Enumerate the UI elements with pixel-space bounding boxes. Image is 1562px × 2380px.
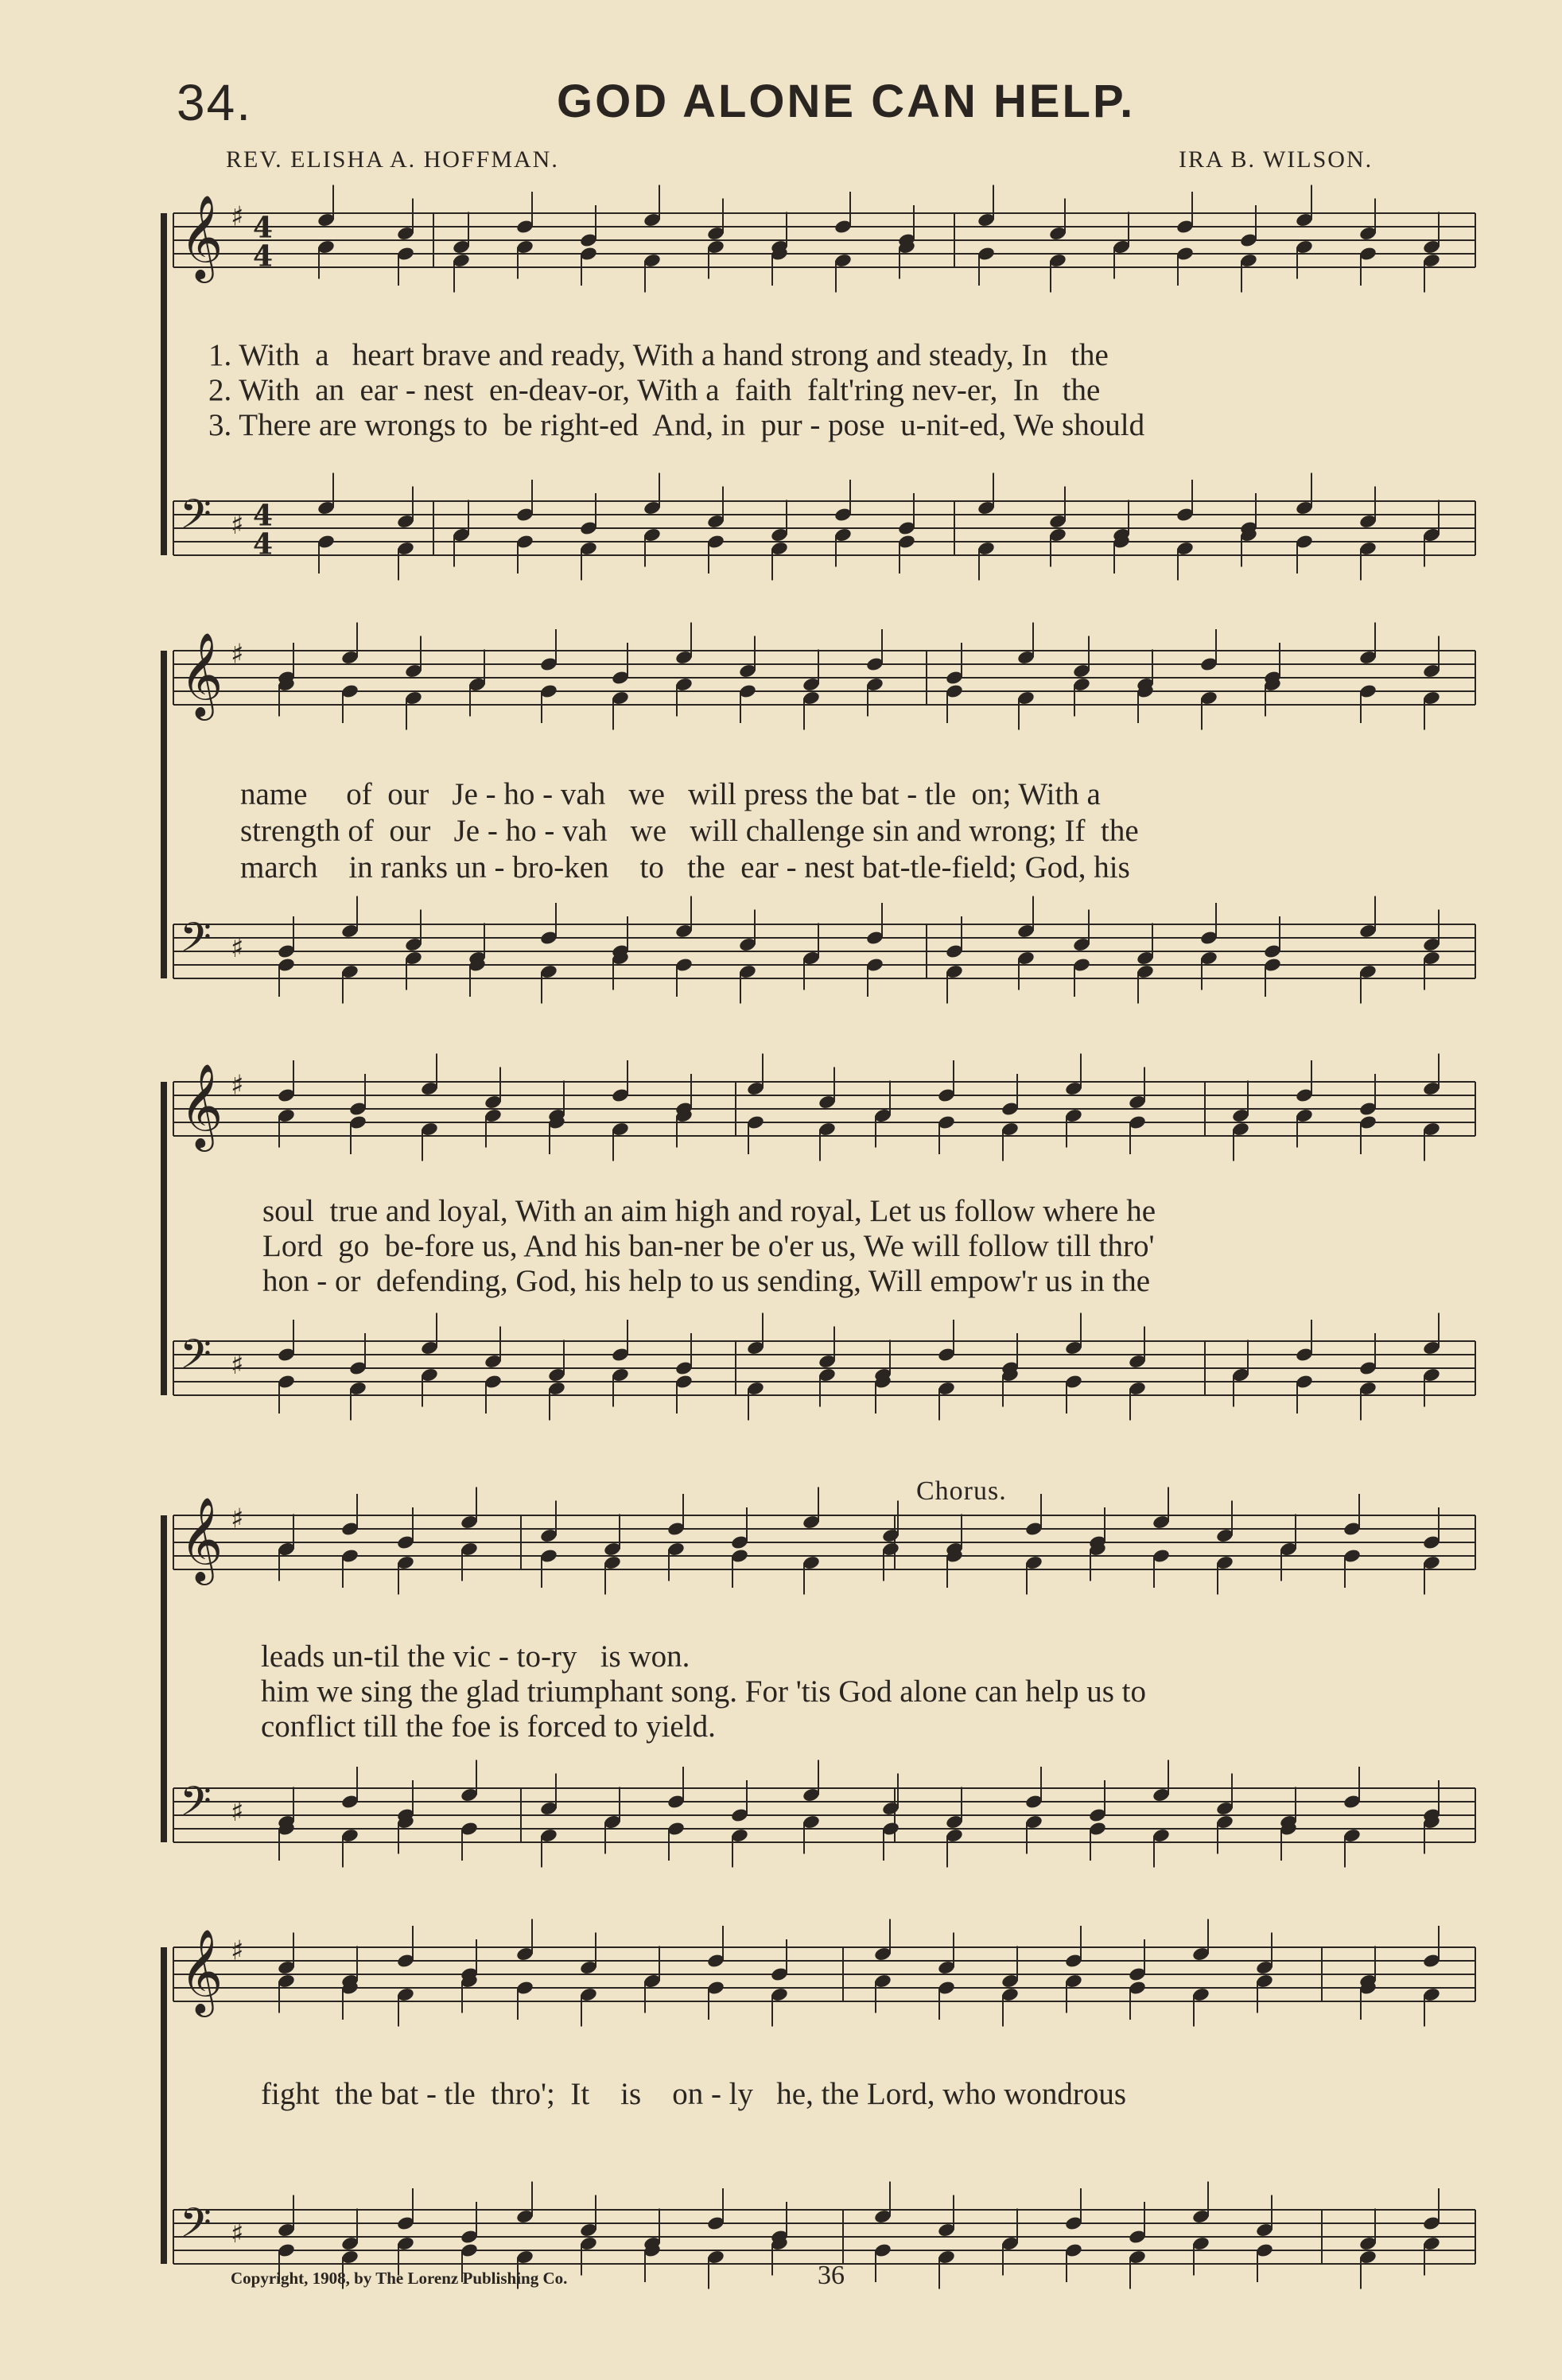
- treble-clef-icon: 𝄞: [180, 1928, 223, 2014]
- lyric-line-s2-v1: name of our Je - ho - vah we will press the bat - tle on; With a: [240, 777, 1101, 811]
- key-signature-sharp-icon: ♯: [231, 638, 244, 671]
- page-number: 36: [818, 2261, 845, 2290]
- copyright-notice: Copyright, 1908, by The Lorenz Publishing Co.: [231, 2269, 568, 2288]
- key-signature-sharp-icon: ♯: [231, 2217, 244, 2250]
- hymn-number: 34.: [177, 74, 252, 131]
- key-signature-sharp-icon: ♯: [231, 1795, 244, 1828]
- time-signature-bottom: 4: [253, 527, 274, 562]
- lyric-line-s4-v3: conflict till the foe is forced to yield.: [261, 1709, 716, 1744]
- time-signature-top: 4: [253, 211, 274, 245]
- lyric-line-s3-v2: Lord go be-fore us, And his ban-ner be o'er us, We will follow till thro': [262, 1229, 1155, 1263]
- key-signature-sharp-icon: ♯: [231, 1503, 244, 1535]
- bass-clef-icon: 𝄢: [180, 2199, 212, 2258]
- lyric-line-s1-v2: 2. With an ear - nest en-deav-or, With a faith falt'ring nev-er, In the: [208, 373, 1101, 407]
- bass-clef-icon: 𝄢: [180, 913, 212, 972]
- key-signature-sharp-icon: ♯: [231, 200, 244, 233]
- lyric-line-s2-v2: strength of our Je - ho - vah we will challenge sin and wrong; If the: [240, 814, 1139, 848]
- bass-clef-icon: 𝄢: [180, 490, 212, 549]
- lyric-line-s2-v3: march in ranks un - bro-ken to the ear - nest bat-tle-field; God, his: [240, 850, 1130, 885]
- key-signature-sharp-icon: ♯: [231, 508, 244, 541]
- lyric-line-s5-v1: fight the bat - tle thro'; It is on - ly he, the Lord, who wondrous: [261, 2077, 1127, 2111]
- key-signature-sharp-icon: ♯: [231, 1935, 244, 1967]
- key-signature-sharp-icon: ♯: [231, 931, 244, 964]
- time-signature-bottom: 4: [253, 239, 274, 274]
- treble-clef-icon: 𝄞: [180, 632, 223, 718]
- lyric-line-s3-v3: hon - or defending, God, his help to us sending, Will empow'r us in the: [262, 1264, 1151, 1298]
- bass-clef-icon: 𝄢: [180, 1777, 212, 1836]
- key-signature-sharp-icon: ♯: [231, 1348, 244, 1381]
- key-signature-sharp-icon: ♯: [231, 1069, 244, 1102]
- lyric-line-s4-v2: him we sing the glad triumphant song. For 'tis God alone can help us to: [261, 1674, 1146, 1709]
- chorus-label: Chorus.: [916, 1476, 1007, 1506]
- lyric-line-s1-v3: 3. There are wrongs to be right-ed And, in pur - pose u-nit-ed, We should: [208, 408, 1145, 442]
- treble-clef-icon: 𝄞: [180, 194, 223, 280]
- treble-clef-icon: 𝄞: [180, 1063, 223, 1149]
- composer-credit: IRA B. WILSON.: [1179, 146, 1374, 173]
- treble-clef-icon: 𝄞: [180, 1496, 223, 1582]
- time-signature-top: 4: [253, 499, 274, 533]
- bass-clef-icon: 𝄢: [180, 1330, 212, 1389]
- lyric-line-s1-v1: 1. With a heart brave and ready, With a hand strong and steady, In the: [208, 338, 1109, 372]
- lyric-line-s3-v1: soul true and loyal, With an aim high and royal, Let us follow where he: [262, 1194, 1156, 1228]
- lyric-line-s4-v1: leads un-til the vic - to-ry is won.: [261, 1639, 690, 1674]
- hymn-title: GOD ALONE CAN HELP.: [557, 76, 1136, 127]
- author-credit: REV. ELISHA A. HOFFMAN.: [226, 146, 559, 173]
